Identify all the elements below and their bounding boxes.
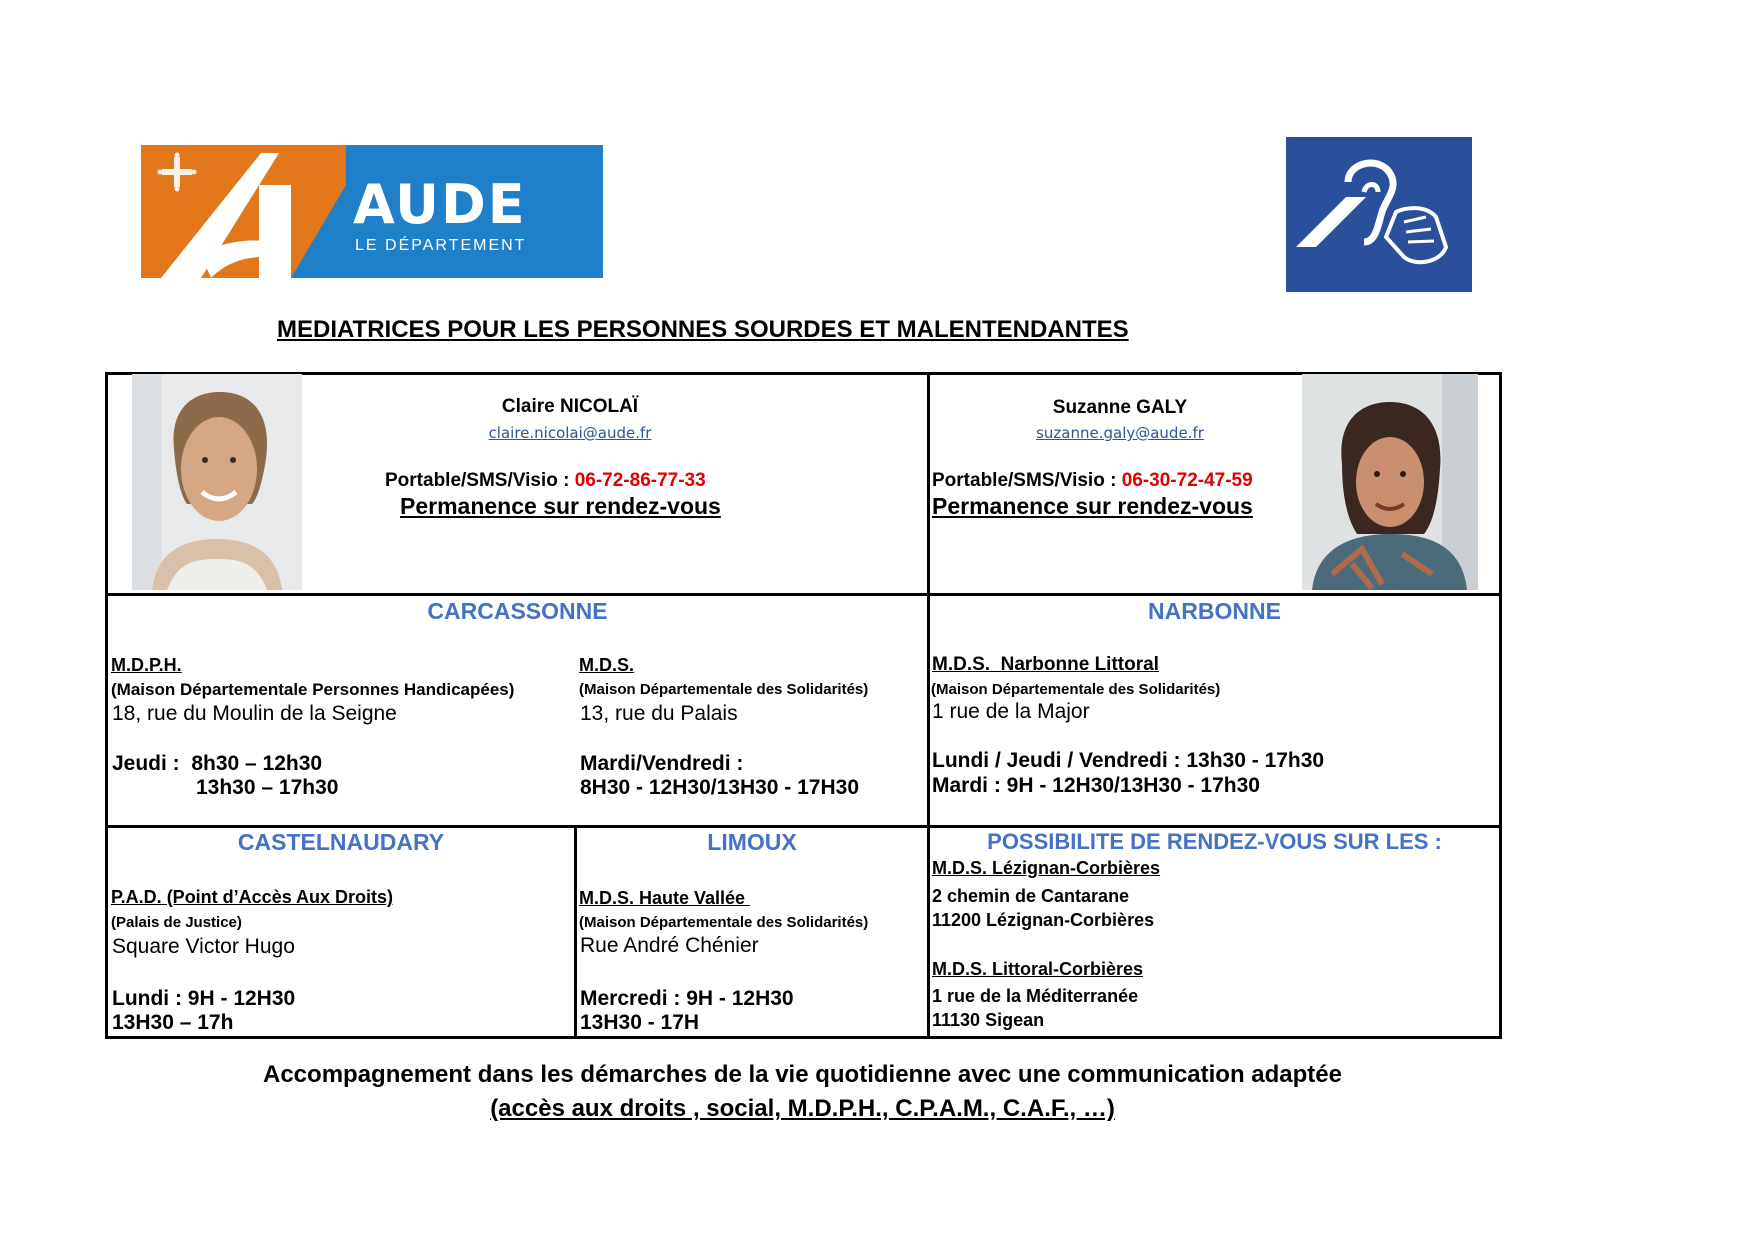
mds-carcassonne-hours-1: Mardi/Vendredi : bbox=[580, 752, 744, 775]
mdph-name: M.D.P.H. bbox=[111, 655, 182, 675]
city-carcassonne: CARCASSONNE bbox=[427, 598, 608, 624]
mediator-1-name: Claire NICOLAÏ bbox=[501, 396, 639, 417]
deaf-sign-language-icon bbox=[1286, 137, 1472, 292]
site-lezignan-line-1: 2 chemin de Cantarane bbox=[932, 886, 1130, 906]
mds-limoux-hours-2: 13H30 - 17H bbox=[580, 1011, 700, 1034]
site-sigean-line-1: 1 rue de la Méditerranée bbox=[932, 986, 1139, 1006]
mediator-1-permanence: Permanence sur rendez-vous bbox=[400, 493, 721, 519]
mdph-address: 18, rue du Moulin de la Seigne bbox=[112, 702, 397, 725]
pad-hours-1: Lundi : 9H - 12H30 bbox=[112, 987, 296, 1010]
mds-carcassonne-address: 13, rue du Palais bbox=[580, 702, 738, 725]
mds-narbonne-full: (Maison Départementale des Solidarités) bbox=[931, 681, 1221, 698]
city-limoux: LIMOUX bbox=[707, 829, 797, 855]
table-border-bottom bbox=[105, 1036, 1502, 1039]
mds-narbonne-hours-2: Mardi : 9H - 12H30/13H30 - 17h30 bbox=[932, 774, 1260, 797]
footer-line-2: (accès aux droits , social, M.D.P.H., C.P.A.M., C.A.F., …) bbox=[490, 1095, 1115, 1122]
deaf-accessibility-logo bbox=[1286, 137, 1472, 292]
site-lezignan-name: M.D.S. Lézignan-Corbières bbox=[932, 858, 1161, 878]
mediator-2-phone[interactable]: 06-30-72-47-59 bbox=[1121, 470, 1253, 491]
table-border-right bbox=[1499, 372, 1502, 1039]
mds-carcassonne-full: (Maison Départementale des Solidarités) bbox=[579, 681, 869, 698]
aude-logo-name: AUDE bbox=[353, 173, 527, 236]
mds-narbonne-address: 1 rue de la Major bbox=[932, 700, 1090, 723]
mediator-photo-suzanne bbox=[1302, 374, 1478, 590]
mediator-1-phone-row bbox=[385, 470, 706, 492]
table-border-top bbox=[105, 372, 1502, 375]
page-title: MEDIATRICES POUR LES PERSONNES SOURDES ET MALENTENDANTES bbox=[277, 316, 1129, 343]
mds-limoux-name: M.D.S. Haute Vallée bbox=[579, 888, 751, 908]
pad-hours-2: 13H30 – 17h bbox=[112, 1011, 234, 1034]
aude-logo-subtitle: LE DÉPARTEMENT bbox=[355, 237, 527, 254]
table-divider-1 bbox=[105, 593, 1502, 596]
site-lezignan-line-2: 11200 Lézignan-Corbières bbox=[932, 910, 1155, 930]
mediator-2-permanence: Permanence sur rendez-vous bbox=[932, 493, 1253, 519]
city-narbonne: NARBONNE bbox=[1148, 598, 1281, 624]
table-border-left bbox=[105, 372, 108, 1039]
mds-limoux-full: (Maison Départementale des Solidarités) bbox=[579, 914, 869, 931]
pad-full: (Palais de Justice) bbox=[111, 914, 242, 931]
mediator-2-phone-label: Portable/SMS/Visio : bbox=[932, 470, 1122, 491]
mds-narbonne-hours-1: Lundi / Jeudi / Vendredi : 13h30 - 17h30 bbox=[932, 749, 1325, 772]
mediator-2-phone-row bbox=[932, 470, 1253, 492]
table-divider-bottom-left bbox=[574, 825, 577, 1039]
other-sites-heading: POSSIBILITE DE RENDEZ-VOUS SUR LES : bbox=[987, 829, 1442, 854]
mediator-2-name: Suzanne GALY bbox=[1052, 397, 1188, 418]
city-castelnaudary: CASTELNAUDARY bbox=[237, 829, 445, 855]
mediator-1-phone-label: Portable/SMS/Visio : bbox=[385, 470, 575, 491]
mediator-1-phone[interactable]: 06-72-86-77-33 bbox=[574, 470, 706, 491]
mds-narbonne-name: M.D.S. Narbonne Littoral bbox=[932, 654, 1159, 675]
pad-address: Square Victor Hugo bbox=[112, 935, 295, 958]
mds-carcassonne-name: M.D.S. bbox=[579, 655, 635, 675]
mds-limoux-hours-1: Mercredi : 9H - 12H30 bbox=[580, 987, 794, 1010]
mediator-1-email[interactable]: claire.nicolai@aude.fr bbox=[488, 424, 652, 442]
pad-name: P.A.D. (Point d’Accès Aux Droits) bbox=[111, 887, 394, 907]
mds-limoux-address: Rue André Chénier bbox=[580, 934, 759, 957]
mdph-hours-2: 13h30 – 17h30 bbox=[196, 776, 339, 799]
table-divider-2 bbox=[105, 825, 1502, 828]
footer-line-1: Accompagnement dans les démarches de la vie quotidienne avec une communication adaptée bbox=[263, 1061, 1342, 1088]
site-sigean-name: M.D.S. Littoral-Corbières bbox=[932, 959, 1144, 979]
aude-logo bbox=[141, 145, 603, 278]
site-sigean-line-2: 11130 Sigean bbox=[932, 1010, 1045, 1030]
mdph-hours-1: Jeudi : 8h30 – 12h30 bbox=[112, 752, 323, 775]
mds-carcassonne-hours-2: 8H30 - 12H30/13H30 - 17H30 bbox=[580, 776, 860, 799]
mediator-2-email[interactable]: suzanne.galy@aude.fr bbox=[1036, 424, 1204, 442]
mediator-photo-claire bbox=[132, 374, 302, 590]
table-divider-middle bbox=[927, 372, 930, 1039]
mdph-full: (Maison Départementale Personnes Handicapées) bbox=[111, 680, 515, 699]
